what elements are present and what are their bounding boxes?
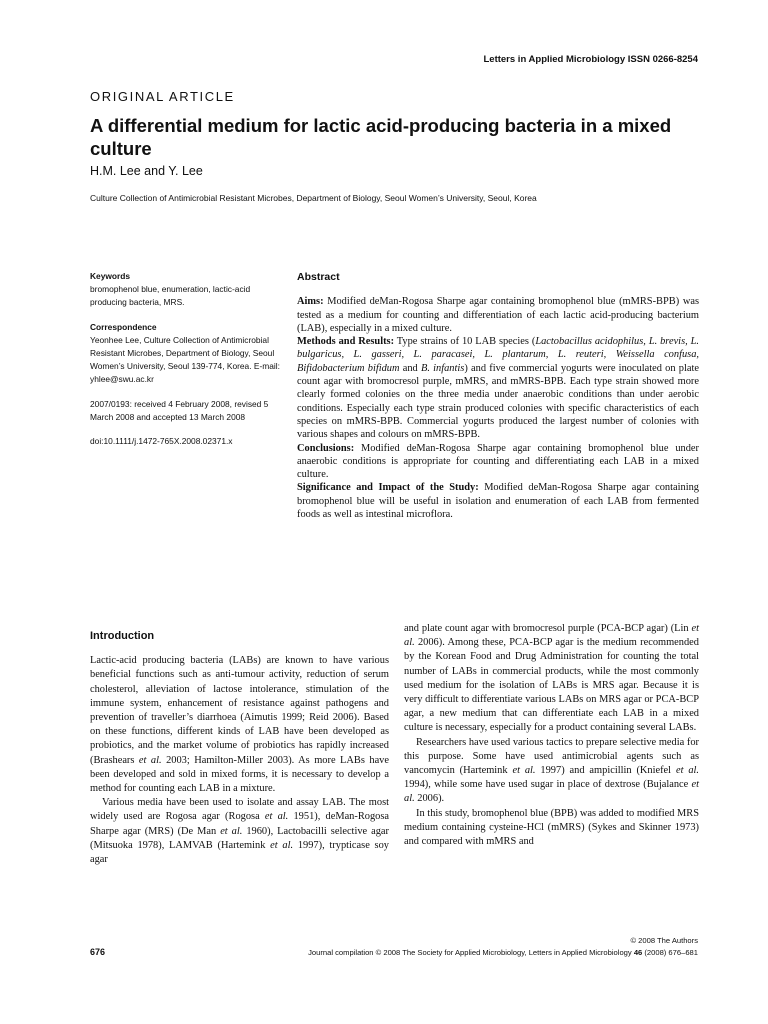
significance-text: Modified deMan-Rogosa Sharpe agar containing bromophenol blue will be useful in isolation and enumeration of each LAB from fermented foods as well as intestinal microflora. xyxy=(297,482,699,521)
keywords-text: bromophenol blue, enumeration, lactic-acid producing bacteria, MRS. xyxy=(90,284,251,308)
significance-label: Significance and Impact of the Study: xyxy=(297,482,479,494)
abstract-methods xyxy=(297,335,699,441)
journal-header: Letters in Applied Microbiology ISSN 0266-8254 xyxy=(483,54,698,65)
volume-number: 46 xyxy=(633,948,643,957)
doi: doi:10.1111/j.1472-765X.2008.02371.x xyxy=(90,436,233,447)
abstract xyxy=(297,271,699,521)
correspondence-heading: Correspondence xyxy=(90,321,157,332)
conclusions-text: Modified deMan-Rogosa Sharpe agar containing bromophenol blue under anaerobic conditions is appropriate for counting and differentiating each LAB in a mixed culture. xyxy=(297,442,699,481)
footer-copyright: © 2008 The Authors xyxy=(630,936,698,945)
footer-compilation: Journal compilation © 2008 The Society for Applied Microbiology, Letters in Applied Microbiology 46 (2008) 676–681 xyxy=(308,948,698,957)
abstract-significance xyxy=(297,481,699,521)
received-dates: 2007/0193: received 4 February 2008, revised 5 March 2008 and accepted 13 March 2008 xyxy=(90,398,269,422)
body-paragraph: and plate count agar with bromocresol purple (PCA-BCP agar) (Lin et al. 2006). Among these, PCA-BCP agar is the medium recommended by the Korean Food and Drug Administration for counting the total number of LABs in commercial products, while the most commonly used medium for the isolation of LABs is MRS agar. Because it is very difficult to differentiate various LABs on MRS agar or PCA-BCP agar, a new medium that can differentiate each LAB in a mixed culture is necessary, especially for a product containing several LABs. xyxy=(404,623,699,734)
body-paragraph: Various media have been used to isolate and assay LAB. The most widely used are Rogosa agar (Rogosa et al. 1951), deMan-Rogosa Sharpe agar (MRS) (De Man et al. 1960), Lactobacilli selective agar (Mitsuoka 1978), LAMVAB (Hartemink et al. 1997), trypticase soy agar xyxy=(90,797,390,866)
correspondence-text: Yeonhee Lee, Culture Collection of Antimicrobial Resistant Microbes, Department of Biology, Seoul Women’s University, Seoul 139-774, Korea. E-mail: yhlee@swu.ac.kr xyxy=(90,334,280,385)
methods-and: and xyxy=(399,362,421,374)
body-paragraph: Lactic-acid producing bacteria (LABs) are known to have various beneficial functions such as anti-tumour activity, reduction of serum cholesterol, alleviation of lactose intolerance, stimulation of the immune system, enhancement of resistance against pathogens and prevention of traveller’s diarrhoea (Aimutis 1999; Reid 2006). Based on these functions, different kinds of LAB have been developed as probiotics, and the market volume of probiotics has rapidly increased (Brashears et al. 2003; Hamilton-Miller 2003). As more LABs have been developed and sold in mixed forms, it is necessary to develop a method for counting each LAB in a mixture. xyxy=(90,655,389,795)
conclusions-label: Conclusions: xyxy=(297,442,355,454)
body-paragraph: In this study, bromophenol blue (BPB) was added to modified MRS medium containing cysteine-HCl (mMRS) (Sykes and Skinner 1973) and compared with mMRS and xyxy=(404,807,699,848)
abstract-conclusions xyxy=(297,442,699,482)
methods-label: Methods and Results: xyxy=(297,336,395,348)
authors: H.M. Lee and Y. Lee xyxy=(90,164,203,178)
body-column-right xyxy=(404,622,699,849)
body-paragraph: Researchers have used various tactics to prepare selective media for this purpose. Some have used antimicrobial agents such as vancomycin (Hartemink et al. 1997) and ampicillin (Kniefel et al. 1994), while some have used sugar in place of dextrose (Bujalance et al. 2006). xyxy=(404,736,700,805)
aims-text: Modified deMan-Rogosa Sharpe agar containing bromophenol blue (mMRS-BPB) was tested as a medium for counting and differentiation of each lactic acid-producing bacterium (LAB), especially in a mixed culture. xyxy=(297,296,699,334)
body-column-left xyxy=(90,629,389,867)
article-metadata-sidebar xyxy=(90,270,285,448)
keywords-heading: Keywords xyxy=(90,271,131,281)
affiliation: Culture Collection of Antimicrobial Resistant Microbes, Department of Biology, Seoul Women’s University, Seoul, Korea xyxy=(90,193,537,203)
introduction-heading: Introduction xyxy=(90,630,155,642)
article-title: A differential medium for lactic acid-producing bacteria in a mixed culture xyxy=(90,115,672,159)
abstract-heading: Abstract xyxy=(297,271,340,283)
page-number: 676 xyxy=(90,947,106,957)
abstract-aims xyxy=(297,295,699,335)
article-type: ORIGINAL ARTICLE xyxy=(90,89,235,104)
methods-text-continued: ) and five commercial yogurts were inoculated on plate count agar with bromocresol purple, mMRS, and mMRS-BPB. Each type strain showed more clearly formed colonies on the three media under anaerobic conditions than under aerobic conditions. Especially each type strain produced colonies with specific characteristics of each species on mMRS-BPB. Commercial yogurts produced the largest number of colonies with various shapes and colours on mMRS-BPB. xyxy=(297,362,699,441)
aims-label: Aims: xyxy=(297,296,324,308)
methods-text: Type strains of 10 LAB species ( xyxy=(394,336,536,348)
species-list: Lactobacillus acidophilus, L. brevis, L. bulgaricus, L. gasseri, L. paracasei, L. plantarum, L. reuteri, Weissella confusa, Bifidobacterium bifidum xyxy=(297,336,700,374)
species-binfantis: B. infantis xyxy=(420,362,465,374)
